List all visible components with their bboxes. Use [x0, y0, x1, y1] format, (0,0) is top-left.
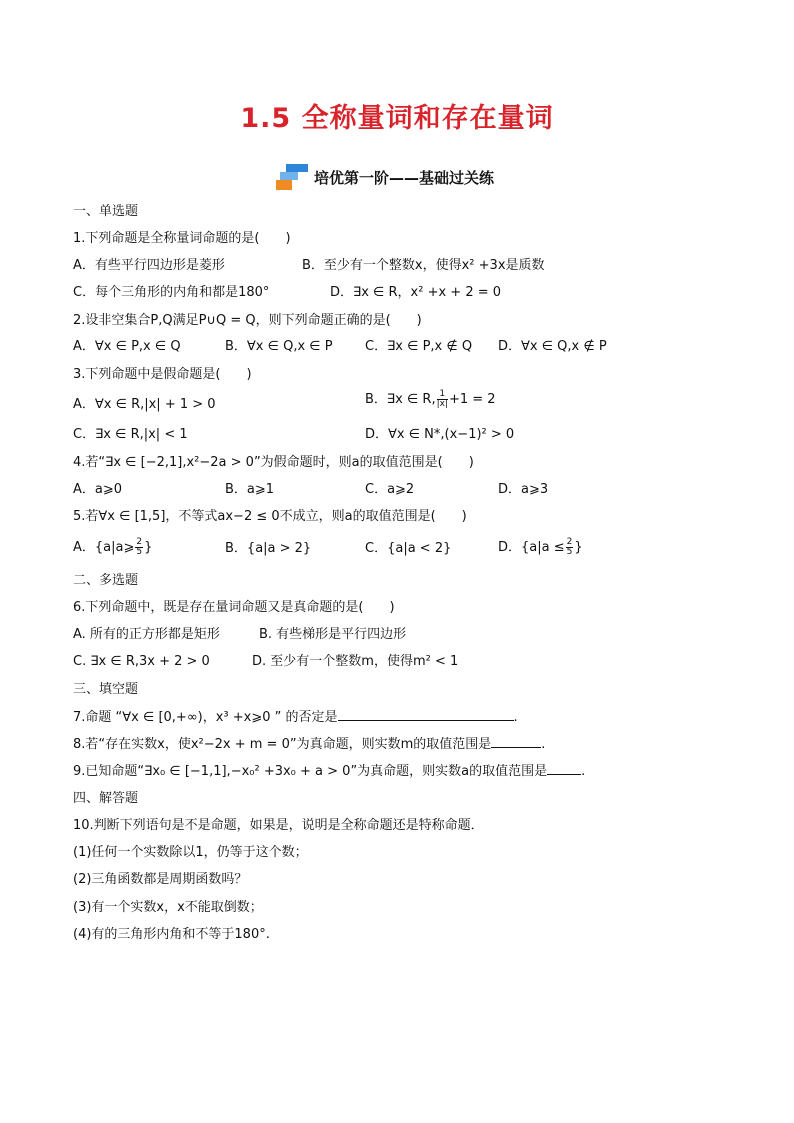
q1-stem: 1.下列命题是全称量词命题的是( ) — [73, 231, 291, 246]
q2-option-d: D．∀x ∈ Q,x ∉ P — [498, 339, 607, 354]
q2-stem: 2.设非空集合P,Q满足P∪Q = Q，则下列命题正确的是( ) — [73, 313, 422, 328]
q8: 8.若“存在实数x，使x²−2x + m = 0”为真命题，则实数m的取值范围是 . — [73, 737, 546, 752]
q2-option-c: C．∃x ∈ P,x ∉ Q — [365, 339, 473, 354]
q5-option-a: A．{a|a⩾ $\frac{2}{5}$ } — [73, 537, 153, 557]
q5-option-b: B．{a|a > 2} — [225, 541, 312, 556]
section-heading-single-choice: 一、单选题 — [73, 204, 139, 219]
q3-option-b: B．∃x ∈ R, $\frac{1}{|x|}$ +1 = 2 — [365, 389, 496, 409]
q3-option-d: D．∀x ∈ N*,(x−1)² > 0 — [365, 427, 515, 442]
subheading — [276, 164, 494, 190]
q9-answer-blank[interactable] — [547, 762, 581, 775]
q6-option-b: B. 有些梯形是平行四边形 — [259, 627, 407, 642]
q1-option-c: C．每个三角形的内角和都是180° — [73, 285, 270, 300]
q3-stem: 3.下列命题中是假命题是( ) — [73, 367, 252, 382]
section-heading-fill-in: 三、填空题 — [73, 682, 139, 697]
q8-answer-blank[interactable] — [491, 735, 541, 748]
q1-option-b: B．至少有一个整数x，使得x² +3x是质数 — [302, 258, 545, 273]
q3-option-a: A．∀x ∈ R,|x| + 1 > 0 — [73, 397, 216, 412]
subheading-text: 培优第一阶——基础过关练 — [314, 168, 495, 187]
q10-part-4: (4)有的三角形内角和不等于180°. — [73, 927, 270, 942]
steps-icon — [276, 164, 308, 190]
q10-part-1: (1)任何一个实数除以1，仍等于这个数； — [73, 845, 308, 860]
q10-part-3: (3)有一个实数x，x不能取倒数； — [73, 900, 263, 915]
q7: 7.命题 “∀x ∈ [0,+∞)，x³ +x⩾0 ” 的否定是 . — [73, 710, 518, 725]
section-heading-multiple-choice: 二、多选题 — [73, 573, 139, 588]
q6-option-c: C. ∃x ∈ R,3x + 2 > 0 — [73, 654, 210, 669]
page-title: 1.5 全称量词和存在量词 — [240, 103, 554, 134]
q6-option-d: D. 至少有一个整数m，使得m² < 1 — [252, 654, 459, 669]
q10-stem: 10.判断下列语句是不是命题，如果是，说明是全称命题还是特称命题． — [73, 818, 484, 833]
q7-answer-blank[interactable] — [338, 708, 514, 721]
q6-stem: 6.下列命题中，既是存在量词命题又是真命题的是( ) — [73, 600, 395, 615]
q1-option-d: D．∃x ∈ R，x² +x + 2 = 0 — [330, 285, 502, 300]
q5-option-d: D．{a|a ≤ $\frac{2}{5}$ } — [498, 537, 583, 557]
q5-stem: 5.若∀x ∈ [1,5]，不等式ax−2 ≤ 0不成立，则a的取值范围是( ) — [73, 509, 467, 524]
q3-option-c: C．∃x ∈ R,|x| < 1 — [73, 427, 188, 442]
q4-option-d: D．a⩾3 — [498, 482, 549, 497]
q6-option-a: A. 所有的正方形都是矩形 — [73, 627, 220, 642]
q4-option-b: B．a⩾1 — [225, 482, 275, 497]
q4-option-c: C．a⩾2 — [365, 482, 415, 497]
q10-part-2: (2)三角函数都是周期函数吗？ — [73, 872, 248, 887]
q4-stem: 4.若“∃x ∈ [−2,1],x²−2a > 0”为假命题时，则a的取值范围是( ) — [73, 455, 474, 470]
q4-option-a: A．a⩾0 — [73, 482, 123, 497]
q5-option-c: C．{a|a < 2} — [365, 541, 452, 556]
q9: 9.已知命题“∃x₀ ∈ [−1,1],−x₀² +3x₀ + a > 0”为真命题，则实数a的取值范围是 . — [73, 764, 586, 779]
q1-option-a: A．有些平行四边形是菱形 — [73, 258, 225, 273]
section-heading-solution: 四、解答题 — [73, 791, 139, 806]
q2-option-b: B．∀x ∈ Q,x ∈ P — [225, 339, 333, 354]
q2-option-a: A．∀x ∈ P,x ∈ Q — [73, 339, 181, 354]
